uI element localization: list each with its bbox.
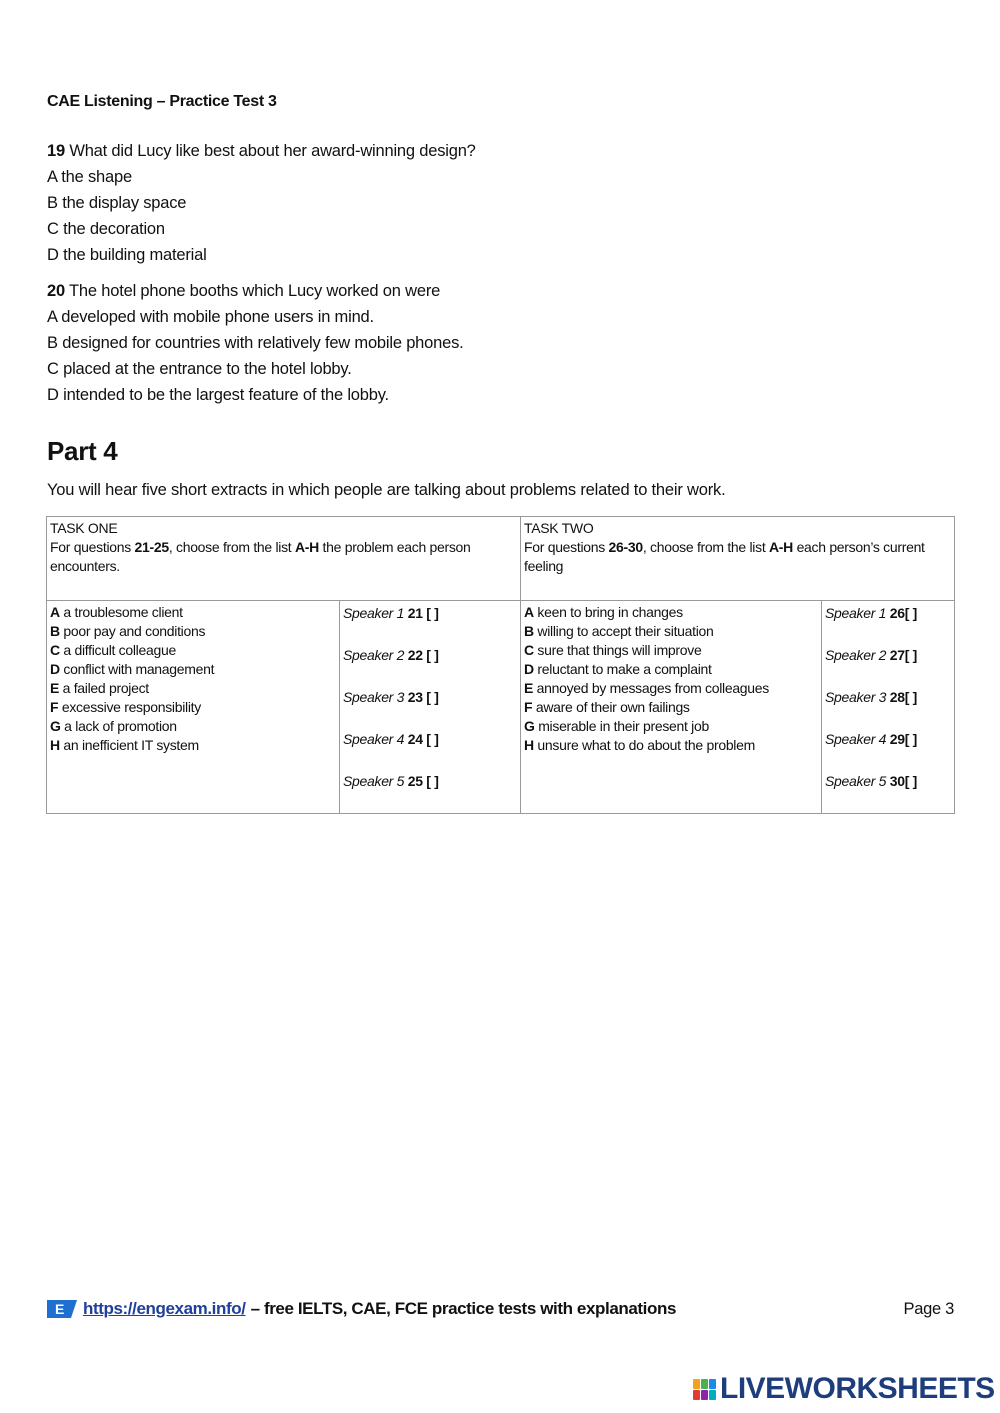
question-20 [47,278,464,408]
footer-link[interactable]: https://engexam.info/ [83,1299,246,1318]
speaker-answer-21[interactable]: Speaker 1 21 [ ] [343,605,439,621]
svg-text:E: E [55,1301,64,1317]
list-item: B willing to accept their situation [524,623,714,639]
task-two-options [521,601,822,814]
answer-option-d: D intended to be the largest feature of the lobby. [47,386,389,404]
answer-option-d: D the building material [47,246,207,264]
task-one-instructions: For questions 21-25, choose from the list A-H the problem each person encounters. [50,539,471,574]
list-item: G a lack of promotion [50,718,177,734]
list-item: F excessive responsibility [50,699,201,715]
list-item: H unsure what to do about the problem [524,737,755,753]
answer-option-b: B designed for countries with relatively few mobile phones. [47,334,464,352]
answer-option-a: A the shape [47,168,132,186]
liveworksheets-logo[interactable] [693,1372,995,1406]
part-heading: Part 4 [47,436,118,466]
list-item: H an inefficient IT system [50,737,199,753]
list-item: D conflict with management [50,661,215,677]
task-one-options [47,601,340,814]
task-table [46,516,955,814]
list-item: G miserable in their present job [524,718,709,734]
speaker-answer-24[interactable]: Speaker 4 24 [ ] [343,731,439,747]
list-item: C a difficult colleague [50,642,176,658]
question-stem [47,278,464,304]
question-number: 20 [47,282,65,300]
footer-text: – free IELTS, CAE, FCE practice tests with explanations [250,1299,677,1318]
list-item: F aware of their own failings [524,699,690,715]
speaker-answer-29[interactable]: Speaker 4 29[ ] [825,731,918,747]
answer-option-b: B the display space [47,194,187,212]
engexam-logo-icon [47,1300,77,1318]
question-text: What did Lucy like best about her award-winning design? [64,142,476,160]
document-title: CAE Listening – Practice Test 3 [47,93,277,110]
question-text: The hotel phone booths which Lucy worked on were [64,282,441,300]
liveworksheets-logo-text: LIVEWORKSHEETS [720,1372,995,1405]
list-item: E annoyed by messages from colleagues [524,680,769,696]
task-two-label: TASK TWO [524,520,594,536]
list-item: C sure that things will improve [524,642,702,658]
speaker-answer-22[interactable]: Speaker 2 22 [ ] [343,647,439,663]
task-two-speakers [822,601,955,814]
task-one-speakers [340,601,521,814]
speaker-answer-28[interactable]: Speaker 3 28[ ] [825,689,918,705]
task-one-label: TASK ONE [50,520,118,536]
question-19 [47,138,476,268]
speaker-answer-27[interactable]: Speaker 2 27[ ] [825,647,918,663]
task-one-header [47,517,521,601]
list-item: A keen to bring in changes [524,604,683,620]
question-number: 19 [47,142,65,160]
speaker-answer-30[interactable]: Speaker 5 30[ ] [825,773,918,789]
answer-option-a: A developed with mobile phone users in mind. [47,308,374,326]
list-item: B poor pay and conditions [50,623,206,639]
part-intro: You will hear five short extracts in which people are talking about problems related to their work. [47,481,726,499]
list-item: E a failed project [50,680,149,696]
page-number: Page 3 [903,1300,954,1318]
page-footer [47,1299,957,1319]
speaker-answer-25[interactable]: Speaker 5 25 [ ] [343,773,439,789]
list-item: D reluctant to make a complaint [524,661,712,677]
liveworksheets-logo-icon [693,1379,716,1400]
question-stem [47,138,476,164]
speaker-answer-23[interactable]: Speaker 3 23 [ ] [343,689,439,705]
task-two-instructions: For questions 26-30, choose from the list A-H each person’s current feeling [524,539,925,574]
list-item: A a troublesome client [50,604,183,620]
answer-option-c: C the decoration [47,220,165,238]
answer-option-c: C placed at the entrance to the hotel lobby. [47,360,352,378]
task-two-header [521,517,955,601]
speaker-answer-26[interactable]: Speaker 1 26[ ] [825,605,918,621]
